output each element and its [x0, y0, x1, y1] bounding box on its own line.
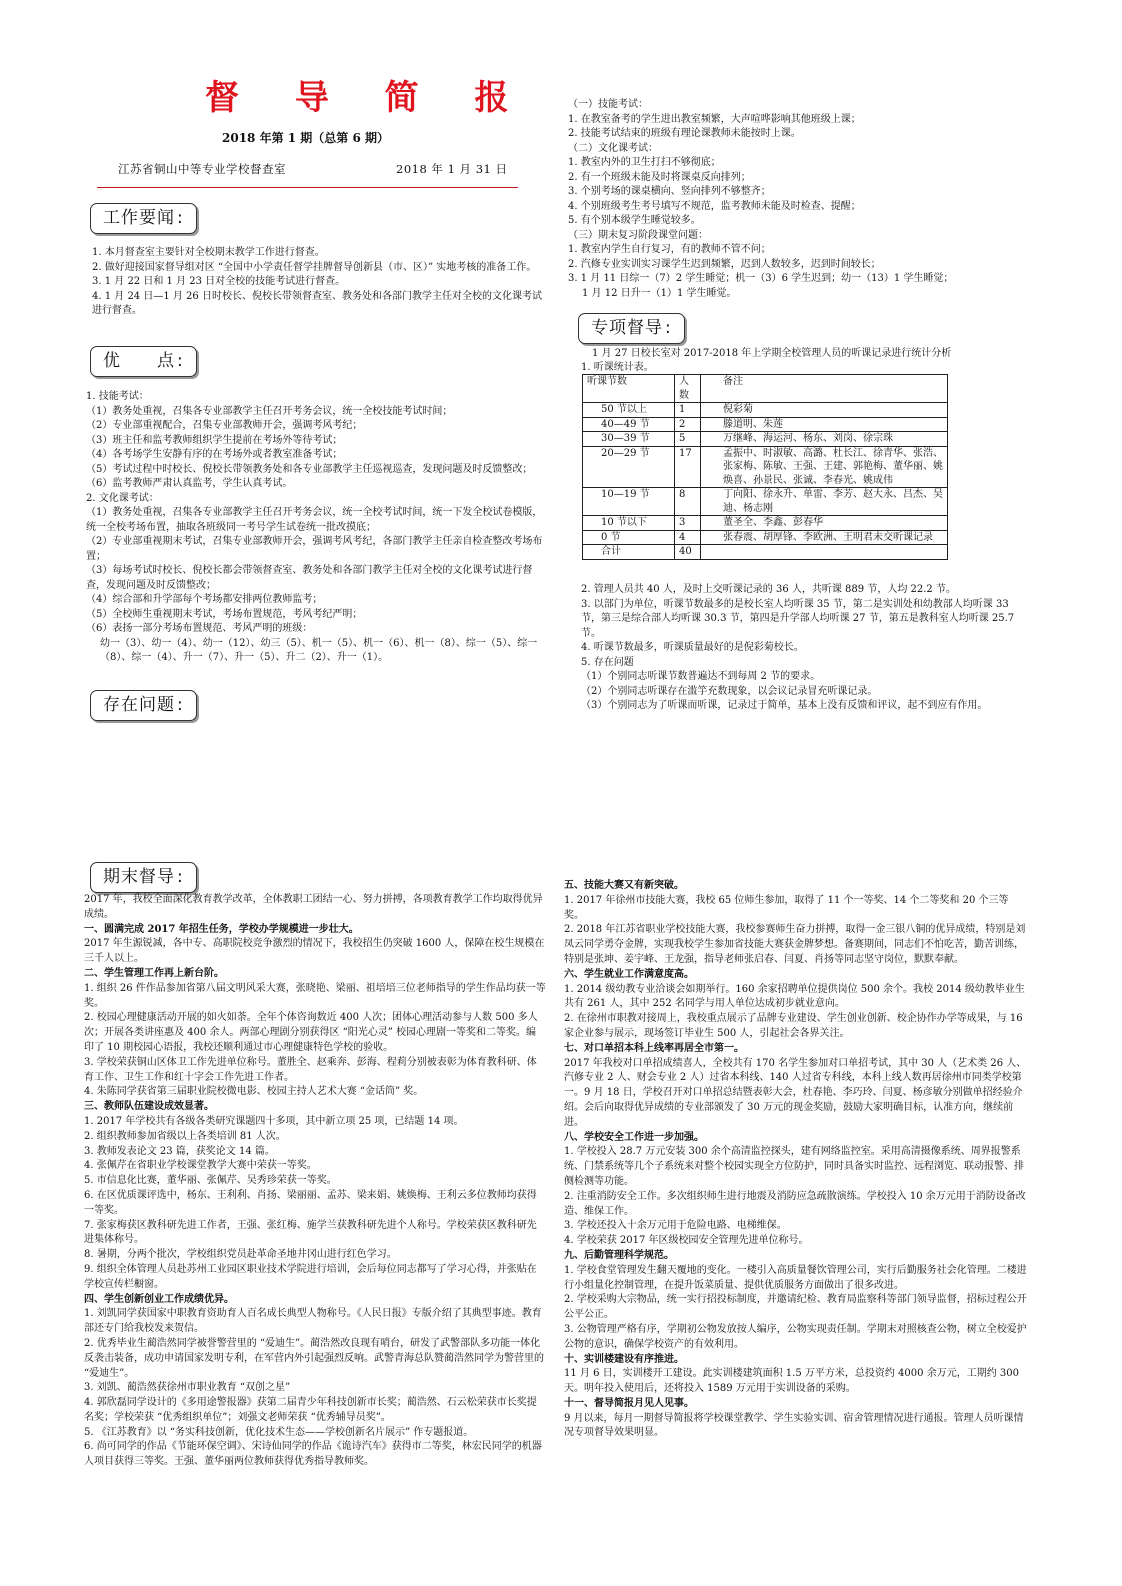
lesson-stats-table	[582, 374, 948, 560]
work-item: 2. 做好迎接国家督导组对区 “全国中小学责任督学挂牌督导创新县（市、区）” 实地考核的准备工作。	[92, 261, 537, 273]
table-row	[583, 446, 948, 488]
table-row	[583, 417, 948, 432]
final-section-heading: 四、学生创新创业工作成绩优异。	[84, 1293, 234, 1305]
merit-item: 2. 文化课考试：	[86, 492, 159, 504]
table-cell: 20—29 节	[583, 446, 675, 488]
final-paragraph: 6. 尚可同学的作品《节能环保空调》、宋诗仙同学的作品《诡诗汽车》获得市二等奖，林宏民同学的机器人项目获得三等奖。王强、董华丽两位教师获得优秀指导教师奖。	[84, 1441, 542, 1468]
table-cell: 4	[675, 530, 701, 545]
special-note: 5. 存在问题	[581, 656, 634, 668]
merit-item: （3）每场考试时校长、倪校长都会带领督查室、教务处和各部门教学主任对全校的文化课考试进行督查，发现问题及时反馈整改；	[86, 565, 533, 591]
merit-item: （5）全校师生重视期末考试，考场布置规范，考风考纪严明；	[86, 608, 363, 620]
final-paragraph: 2. 注重消防安全工作。多次组织师生进行地震及消防应急疏散演练。学校投入 10 余万元用于消防设备改造、维保工作。	[564, 1190, 1026, 1217]
table-cell: 40—49 节	[583, 417, 675, 432]
table-row	[583, 488, 948, 516]
work-item: 4. 1 月 24 日—1 月 26 日时校长、倪校长带领督查室、教务处和各部门教学主任对全校的文化课考试进行督查。	[92, 290, 542, 316]
table-row	[583, 432, 948, 447]
table-cell: 张春震、胡厚锋、李欧洲、王明君未交听课记录	[701, 530, 948, 545]
final-paragraph: 2. 学校采购大宗物品，统一实行招投标制度，并邀请纪检、教育局监察科等部门领导监督，招标过程公开公平公正。	[564, 1294, 1027, 1321]
special-intro: 1 月 27 日校长室对 2017-2018 年上学期全校管理人员的听课记录进行统计分析	[592, 348, 952, 359]
header-divider	[97, 187, 518, 188]
table-cell: 10 节以下	[583, 516, 675, 531]
final-review-right	[564, 879, 1028, 1441]
final-section-heading: 七、对口单招本科上线率再居全市第一。	[564, 1042, 744, 1054]
special-note: （3）个别同志为了听课而听课，记录过于简单，基本上没有反馈和评议，起不到应有作用。	[581, 700, 988, 711]
special-note: （2）个别同志听课存在滥竽充数现象，以会议记录冒充听课记录。	[581, 685, 878, 697]
merit-item: （3）班主任和监考教师组织学生提前在考场外等待考试；	[86, 434, 343, 446]
final-section-heading: 八、学校安全工作进一步加强。	[564, 1131, 704, 1143]
final-section-heading: 五、技能大赛又有新突破。	[564, 880, 684, 891]
special-notes	[581, 583, 1031, 714]
special-note: （1）个别同志听课节数普遍达不到每周 2 节的要求。	[581, 671, 821, 682]
section-merits-heading: 优 点 :	[90, 346, 197, 377]
section-problems-heading: 存在问题 :	[90, 690, 197, 721]
final-paragraph: 4. 张佩芹在省职业学校课堂教学大赛中荣获一等奖。	[84, 1160, 317, 1172]
final-paragraph: 11 月 6 日，实训楼开工建设。此实训楼建筑面积 1.5 万平方米，总投资约 4000 余万元，工期约 300 天。明年投入使用后，还将投入 1589 万元用于实训设备的采购。	[564, 1368, 1019, 1395]
final-section-heading: 二、学生管理工作再上新台阶。	[84, 967, 224, 979]
table-cell	[701, 545, 948, 560]
table-header-row	[583, 375, 948, 403]
merit-item: （1）教务处重视，召集各专业部教学主任召开考务会议，统一全校技能考试时间；	[86, 405, 453, 417]
problem-item: （一）技能考试：	[568, 99, 648, 110]
final-section-heading: 九、后勤管理科学规范。	[564, 1249, 674, 1261]
merit-item: （5）考试过程中时校长、倪校长带领教务处和各专业部教学主任巡视巡查，发现问题及时反馈整改；	[86, 463, 533, 475]
final-paragraph: 3. 刘凯、蔺浩然获徐州市职业教育 “双创之星”	[84, 1382, 291, 1394]
problem-item: 3. 个别考场的课桌横向、竖向排列不够整齐；	[568, 186, 771, 197]
work-item: 1. 本月督查室主要针对全校期末教学工作进行督查。	[92, 247, 325, 258]
final-paragraph: 8. 暑期，分两个批次，学校组织党员赴革命圣地井冈山进行红色学习。	[84, 1249, 397, 1261]
table-cell: 董圣全、李鑫、彭春华	[701, 516, 948, 531]
merit-item: （6）监考教师严肃认真监考，学生认真考试。	[86, 478, 293, 489]
problem-item: 5. 有个别本级学生睡觉较多。	[568, 215, 701, 226]
final-paragraph: 1. 组织 26 件作品参加省第八届文明风采大赛，张晓艳、梁丽、祖培培三位老师指导的学生作品均获一等奖。	[84, 982, 546, 1009]
table-cell: 0 节	[583, 530, 675, 545]
table-header-cell: 人数	[675, 375, 701, 403]
problem-item: 2. 有一个班级未能及时将课桌反向排列；	[568, 171, 751, 183]
problem-item: 1. 教室内学生自行复习，有的教师不管不问；	[568, 244, 771, 255]
merit-item: （2）专业部重视期末考试，召集专业部教师开会，强调考风考纪，各部门教学主任亲自检查整改考场布置；	[86, 536, 543, 562]
special-note: 4. 听课节数最多，听课质量最好的是倪彩菊校长。	[581, 642, 804, 653]
table-cell: 17	[675, 446, 701, 488]
table-cell: 10—19 节	[583, 488, 675, 516]
table-cell: 2	[675, 417, 701, 432]
table-cell: 30—39 节	[583, 432, 675, 447]
table-cell: 40	[675, 545, 701, 560]
problem-item: （三）期末复习阶段课堂问题：	[568, 229, 708, 241]
table-cell: 50 节以上	[583, 403, 675, 418]
table-row	[583, 516, 948, 531]
final-paragraph: 3. 公物管理严格有序，学期初公物发放按人编序，公物实现责任制。学期末对照核查公物，树立全校爱护公物的意识，确保学校资产的有效利用。	[564, 1323, 1027, 1350]
table-row	[583, 403, 948, 418]
table-header-cell: 备注	[701, 375, 948, 403]
final-paragraph: 1. 2017 年徐州市技能大赛，我校 65 位师生参加，取得了 11 个一等奖、14 个二等奖和 20 个三等奖。	[564, 894, 1009, 921]
section-work-heading: 工作要闻 :	[90, 203, 197, 234]
table-cell: 万继峰、海运河、杨东、刘岗、徐宗珠	[701, 432, 948, 447]
office-name: 江苏省铜山中等专业学校督查室	[118, 162, 286, 176]
table-cell: 合计	[583, 545, 675, 560]
special-note: 2. 管理人员共 40 人，及时上交听课记录的 36 人，共听课 889 节，人均 22.2 节。	[581, 584, 956, 595]
table-header-cell: 听课节数	[583, 375, 675, 403]
final-paragraph: 2. 校园心理健康活动开展的如火如荼。全年个体咨询数近 400 人次；团体心理活动参与人数 500 多人次；开展各类讲座惠及 400 余人。两部心理剧分别获得区 “阳光心灵” 校园心理剧一等奖和二等奖。编印了 10 期校园心语报，我校还顺利通过市心理健康特色学校的验收。	[84, 1012, 538, 1053]
final-paragraph: 1. 学校投入 28.7 万元安装 300 余个高清监控探头，建有网络监控室。采用高清摄像系统、周界报警系统、门禁系统等几个子系统来对整个校园实现全方位防护，同时具备实时监控、远程浏览、联动报警、排侧检测等功能。	[564, 1146, 1024, 1187]
final-section-heading: 六、学生就业工作满意度高。	[564, 968, 694, 980]
merits-list	[86, 390, 548, 666]
merit-item: （2）专业部重视配合，召集专业部教师开会，强调考风考纪；	[86, 420, 363, 431]
final-paragraph: 4. 郭欣磊同学设计的《多用途警报器》获第二届青少年科技创新市长奖；蔺浩然、石云松荣获市长奖提名奖；学校荣获 “优秀组织单位”；刘强文老师荣获 “优秀辅导员奖”。	[84, 1397, 537, 1423]
special-note: 3. 以部门为单位，听课节数最多的是校长室人均听课 35 节，第二是实训处和幼教部人均听课 33 节，第三是综合部人均听课 30.3 节，第四是升学部人均听课 27 节，第五是教科室人均听课 25.7 节。	[581, 598, 1015, 639]
final-paragraph: 2017 年生源锐减，各中专、高职院校竞争激烈的情况下，我校招生仍突破 1600 人，保障在校生规模在三千人以上。	[84, 938, 545, 965]
table-cell: 3	[675, 516, 701, 531]
final-paragraph: 9. 组织全体管理人员赴苏州工业园区职业技术学院进行培训，会后每位同志都写了学习心得，并张贴在学校宣传栏橱窗。	[84, 1263, 537, 1290]
table-cell: 孟振中、时淑敏、高潞、杜长江、徐青华、张浩、张家梅、陈敏、王强、王建、郭艳梅、董华丽、姚焕喜、孙景民、张诚、李春光、姚成伟	[701, 446, 948, 488]
table-title: 1. 听课统计表。	[581, 362, 654, 373]
issue-number: 2018 年第 1 期（总第 6 期）	[222, 131, 389, 145]
problems-list	[568, 98, 988, 301]
table-cell: 倪彩菊	[701, 403, 948, 418]
final-review-left	[84, 893, 546, 1470]
final-paragraph: 3. 学校还投入十余万元用于危险电路、电梯维保。	[564, 1220, 787, 1232]
table-row	[583, 545, 948, 560]
final-paragraph: 4. 学校荣获 2017 年区级校园安全管理先进单位称号。	[564, 1235, 809, 1247]
merit-item: （4）各考场学生安静有序的在考场外或者教室准备考试；	[86, 449, 343, 460]
problem-item: 2. 汽修专业实训实习课学生迟到频繁，迟到人数较多，迟到时间较长；	[568, 258, 881, 270]
work-news-list	[92, 246, 548, 319]
problem-item: 4. 个别班级考生考号填写不规范，监考教师未能及时检查、提醒；	[568, 200, 861, 212]
final-paragraph: 2. 组织教师参加省级以上各类培训 81 人次。	[84, 1130, 286, 1142]
merit-item: （1）教务处重视，召集各专业部教学主任召开考务会议，统一全校考试时间，统一下发全校试卷模版，统一全校考场布置，抽取各班级同一考号学生试卷统一批改摸底；	[86, 507, 543, 533]
table-cell: 1	[675, 403, 701, 418]
problem-item: 3. 1 月 11 日综一（7）2 学生睡觉；机一（3）6 学生迟到；幼一（13）1 学生睡觉；	[568, 273, 954, 284]
table-row	[583, 530, 948, 545]
problem-item: （二）文化课考试：	[568, 142, 658, 154]
section-special-heading: 专项督导 :	[578, 313, 685, 344]
problem-item: 2. 技能考试结束的班级有理论课教师未能按时上课。	[568, 128, 801, 139]
problem-item: 1. 教室内外的卫生打扫不够彻底；	[568, 157, 721, 168]
final-paragraph: 3. 教师发表论文 23 篇，获奖论文 14 篇。	[84, 1145, 275, 1157]
work-item: 3. 1 月 22 日和 1 月 23 日对全校的技能考试进行督查。	[92, 276, 346, 287]
problem-item: 1. 在教室备考的学生进出教室频繁，大声喧哗影响其他班级上课；	[568, 113, 861, 125]
table-cell: 5	[675, 432, 701, 447]
final-paragraph: 1. 2014 级幼教专业洽谈会如期举行。160 余家招聘单位提供岗位 500 余个。我校 2014 级幼教毕业生共有 261 人，其中 252 名同学与用人单位达成初步就业意向。	[564, 983, 1025, 1010]
final-paragraph: 2017 年我校对口单招成绩喜人，全校共有 170 名学生参加对口单招考试，其中 30 人（艺术类 26 人、汽修专业 2 人、财会专业 2 人）过省本科线、140 人过省专科线，本科上线人数再居徐州市同类学校第一。9 月 18 日，学校召开对口单招总结暨表彰大会，杜春艳、李巧玲、闫夏、杨彦敏分别做单招经验介绍。会后向取得优异成绩的专业部颁发了 30 万元的现金奖励，鼓励大家明确目标，认准方向，继续前进。	[564, 1057, 1027, 1128]
final-paragraph: 3. 学校荣获铜山区体卫工作先进单位称号。董胜全、赵乘奔、彭海、程莉分别被表彰为体育教科研、体育工作、卫生工作和红十字会工作先进工作者。	[84, 1056, 537, 1083]
newsletter-title: 督 导 简 报	[205, 78, 531, 118]
section-final-heading: 期末督导 :	[90, 862, 197, 893]
table-cell: 丁向阳、徐永升、单雷、李芳、赵大永、吕杰、吴迪、杨志刚	[701, 488, 948, 516]
merit-item: 幼一（3）、幼一（4）、幼一（12）、幼三（5）、机一（5）、机一（6）、机一（8）、综一（5）、综一（8）、综一（4）、升一（7）、升一（5）、升二（2）、升一（1）。	[100, 637, 538, 663]
merit-item: 1. 技能考试：	[86, 391, 149, 402]
problem-item: 1 月 12 日升一（1）1 学生睡觉。	[582, 287, 737, 299]
final-section-heading: 三、教师队伍建设成效显著。	[84, 1101, 214, 1113]
final-section-heading: 一、圆满完成 2017 年招生任务，学校办学规模进一步壮大。	[84, 923, 359, 935]
final-paragraph: 2017 年，我校全面深化教育教学改革，全体教职工团结一心、努力拼搏，各项教育教学工作均取得优异成绩。	[84, 894, 543, 920]
final-paragraph: 5. 市信息化比赛，董华丽、张佩芹、吴秀珍荣获一等奖。	[84, 1175, 337, 1187]
final-paragraph: 2. 在徐州市职教对接周上，我校重点展示了品牌专业建设、学生创业创新、校企协作办学等成果，与 16 家企业参与展示，现场签订毕业生 500 人，引起社会各界关注。	[564, 1013, 1023, 1039]
merit-item: （4）综合部和升学部每个考场都安排两位教师监考；	[86, 594, 323, 605]
final-paragraph: 7. 张家梅获区教科研先进工作者，王强、张红梅、施学兰获教科研先进个人称号。学校荣获区教科研先进集体称号。	[84, 1219, 537, 1246]
final-section-heading: 十、实训楼建设有序推进。	[564, 1353, 684, 1365]
final-paragraph: 1. 刘凯同学获国家中职教育资助育人百名成长典型人物称号。《人民日报》专版介绍了其典型事迹。教育部还专门给我校发来贺信。	[84, 1308, 542, 1335]
merit-item: （6）表扬一部分考场布置规范、考风严明的班级：	[86, 623, 313, 634]
publish-date: 2018 年 1 月 31 日	[396, 162, 508, 176]
final-section-heading: 十一、督导简报月见人见事。	[564, 1397, 694, 1409]
final-paragraph: 4. 朱陈同学获省第三届职业院校微电影、校园主持人艺术大赛 “金话筒” 奖。	[84, 1086, 424, 1098]
final-paragraph: 1. 2017 年学校共有各级各类研究课题四十多项，其中新立项 25 项，已结题 14 项。	[84, 1115, 464, 1127]
final-paragraph: 6. 在区优质课评选中，杨东、王利利、肖扬、梁丽丽、孟苏、梁来娟、姚焕梅、王利云多位教师均获得一等奖。	[84, 1189, 537, 1216]
final-paragraph: 1. 学校食堂管理发生翻天覆地的变化。一楼引入高质量餐饮管理公司，实行后勤服务社会化管理。二楼进行小组量化控制管理，在提升饭菜质量、提供优质服务方面做出了很多改进。	[564, 1264, 1027, 1291]
final-paragraph: 2. 优秀毕业生蔺浩然同学被誉警营里的 “爱迪生”。蔺浩然改良现有哨台，研发了武警部队多功能一体化反袭击装备，成功申请国家发明专利，在军营内外引起强烈反响。武警青海总队赞蔺浩然同学为警营里的 “爱迪生”。	[84, 1337, 544, 1379]
final-paragraph: 5. 《江苏教育》以 “务实科技创新，优化技术生态——学校创新名片展示” 作专题报道。	[84, 1426, 474, 1438]
final-paragraph: 9 月以来，每月一期督导简报将学校课堂教学、学生实验实训、宿舍管理情况进行通报。管理人员听课情况专项督导效果明显。	[564, 1412, 1024, 1439]
table-cell: 8	[675, 488, 701, 516]
final-paragraph: 2. 2018 年江苏省职业学校技能大赛，我校参赛师生奋力拼搏，取得一金三银八铜的优异成绩，特别是刘凤云同学勇夺金牌，实现我校学生参加省技能大赛获金牌梦想。备赛期间，同志们不怕吃苦，勤苦训练，特别是张坤、姜宇峰、王龙强，指导老师张启春、闫夏、肖扬等同志坚守岗位，默默奉献。	[564, 924, 1026, 965]
table-cell: 滕道明、朱莲	[701, 417, 948, 432]
